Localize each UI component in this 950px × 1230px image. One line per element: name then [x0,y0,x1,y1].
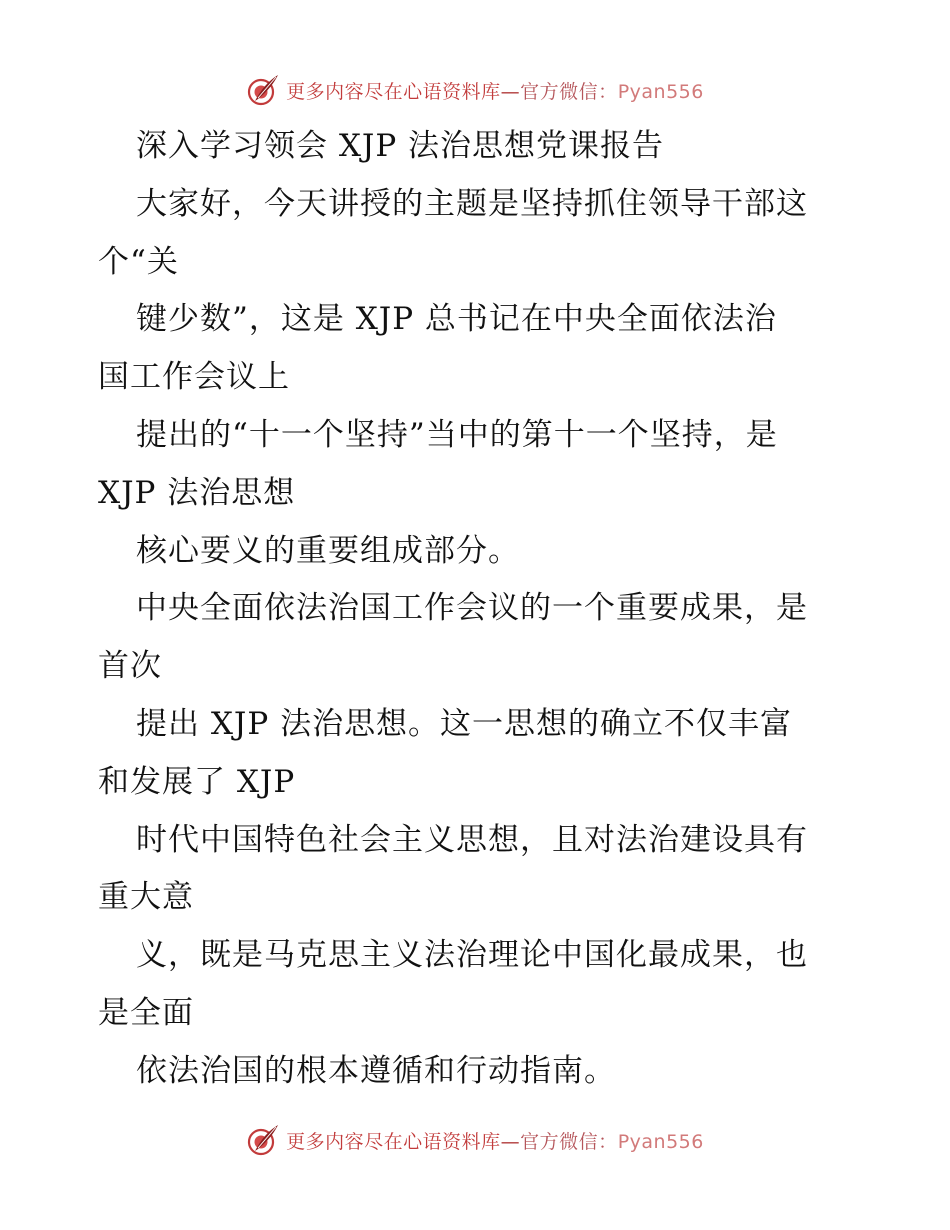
watermark-text [286,1127,704,1154]
paragraph-line: 核心要义的重要组成部分。 [136,532,520,569]
watermark-official-label: 官方微信： [520,1130,618,1153]
paragraph-line: 依法治国的根本遵循和行动指南。 [136,1052,616,1089]
paragraph-line: 个“关 [98,243,179,280]
watermark-wechat-id: Pyan556 [617,80,704,103]
document-title: 深入学习领会 XJP 法治思想党课报告 [136,128,665,164]
paragraph-line: XJP 法治思想 [98,474,296,511]
feather-quill-seal-icon [246,1123,280,1157]
watermark-promo: 更多内容尽在心语资料库 [286,80,501,103]
feather-quill-seal-icon [246,73,280,107]
header-watermark [0,68,950,112]
watermark-official-label: 官方微信： [520,80,618,103]
paragraph-line: 键少数”，这是 XJP 总书记在中央全面依法治 [136,301,777,338]
paragraph-line: 是全面 [98,994,194,1031]
paragraph-line: 义，既是马克思主义法治理论中国化最成果，也 [136,937,808,974]
paragraph-line: 和发展了 XJP [98,763,296,800]
paragraph-line: 时代中国特色社会主义思想，且对法治建设具有 [136,821,808,858]
watermark-wechat-id: Pyan556 [617,1130,704,1153]
document-body [98,118,858,1101]
footer-watermark [0,1118,950,1162]
paragraph-line: 大家好，今天讲授的主题是坚持抓住领导干部这 [136,185,808,222]
watermark-separator: — [500,80,521,103]
watermark-text [286,77,704,104]
paragraph-line: 中央全面依法治国工作会议的一个重要成果，是 [136,590,808,627]
paragraph-line: 首次 [98,648,162,685]
watermark-separator: — [500,1130,521,1153]
paragraph-line: 国工作会议上 [98,359,290,396]
paragraph-line: 提出 XJP 法治思想。这一思想的确立不仅丰富 [136,705,793,742]
paragraph-line: 提出的“十一个坚持”当中的第十一个坚持，是 [136,416,778,453]
paragraph-line: 重大意 [98,879,194,916]
watermark-promo: 更多内容尽在心语资料库 [286,1130,501,1153]
